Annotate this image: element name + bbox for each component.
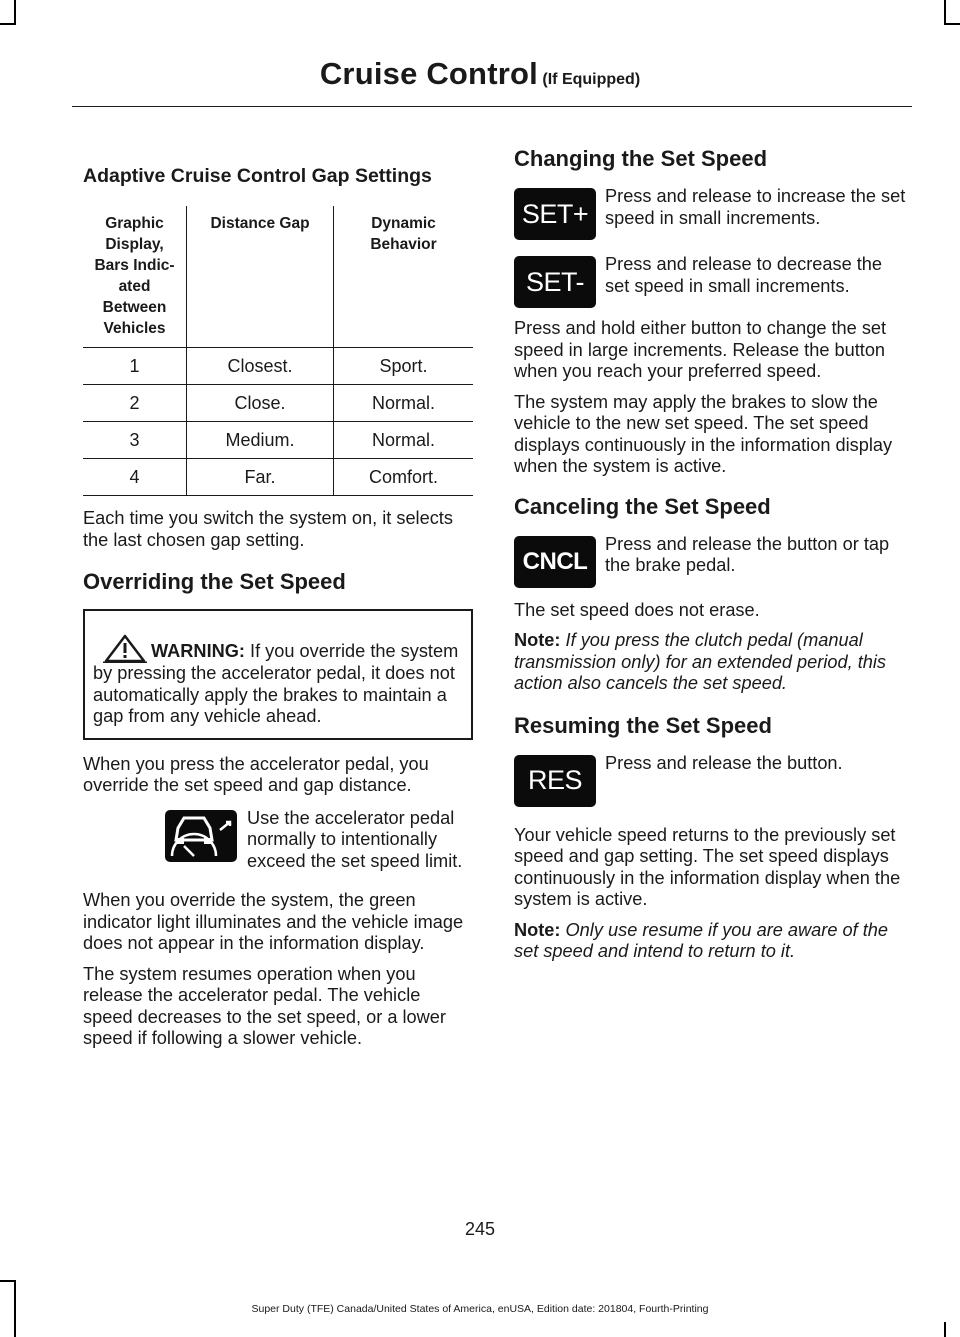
note-text: If you press the clutch pedal (manual transmission only) for an extended period, this action also cancels the set speed. [514, 630, 887, 693]
cruise-override-icon [165, 810, 237, 862]
crop-mark [0, 23, 16, 25]
left-column [83, 140, 473, 1050]
resume-text: Press and release the button. [605, 752, 843, 773]
gap-setting-note: Each time you switch the system on, it selects the last chosen gap setting. [83, 508, 453, 550]
right-column [514, 140, 906, 963]
note-text: Only use resume if you are aware of the set speed and intend to return to it. [514, 919, 889, 961]
override-paragraph: When you press the accelerator pedal, you override the set speed and gap distance. [83, 753, 429, 795]
note-label: Note: [514, 919, 561, 940]
chapter-title: Cruise Control [319, 56, 538, 91]
set-plus-label: SET+ [521, 198, 589, 229]
note-label: Note: [514, 630, 561, 650]
gap-settings-title: Adaptive Cruise Control Gap Settings [83, 165, 432, 187]
chapter-title-suffix: (If Equipped) [542, 71, 641, 88]
warning-box [83, 609, 473, 740]
footer: Super Duty (TFE) Canada/United States of America, enUSA, Edition date: 201804, Fourth-Printing [251, 1303, 709, 1315]
table-cell: 2 [83, 385, 187, 422]
table-header-row [83, 206, 473, 348]
table-cell: 3 [83, 422, 187, 459]
page-header [0, 56, 960, 92]
clutch-note [514, 630, 906, 695]
cancel-label: CNCL [522, 547, 588, 575]
car-speedometer-icon [168, 814, 234, 858]
cancel-button-icon [514, 536, 596, 588]
resume-label: RES [527, 765, 583, 795]
page-number: 245 [464, 1219, 496, 1239]
crop-mark [944, 0, 946, 23]
gap-settings-table [83, 206, 473, 496]
column-header: Graphic Display, Bars Indic-ated Between Vehicles [83, 206, 187, 348]
accelerator-text: Use the accelerator pedal normally to intentionally exceed the set speed limit. [247, 807, 463, 871]
table-cell: Close. [187, 385, 334, 422]
resume-note [514, 920, 906, 963]
table-cell: Medium. [187, 422, 334, 459]
table-cell: 1 [83, 348, 187, 385]
header-rule [72, 106, 912, 107]
hold-button-paragraph: Press and hold either button to change the set speed in large increments. Release the button when you reach your preferred speed. [514, 318, 887, 381]
warning-label: WARNING: [151, 641, 245, 661]
crop-mark [944, 23, 960, 25]
set-plus-text: Press and release to increase the set speed in small increments. [605, 186, 906, 228]
table-row [83, 422, 473, 459]
warning-text: If you override the system by pressing the accelerator pedal, it does not automatically apply the brakes to maintain a gap from any vehicle ahead. [93, 641, 459, 726]
column-header: Dynamic Behavior [334, 206, 474, 348]
table-cell: Normal. [334, 385, 474, 422]
column-header: Distance Gap [187, 206, 334, 348]
accelerator-icon-row [83, 808, 473, 873]
warning-triangle-icon [103, 633, 147, 663]
crop-mark [944, 1322, 946, 1337]
table-row [83, 385, 473, 422]
resume-button-icon [514, 755, 596, 807]
changing-title: Changing the Set Speed [514, 146, 768, 171]
resume-paragraph: Your vehicle speed returns to the previously set speed and gap setting. The set speed displays continuously in the information display when the system is active. [514, 824, 901, 909]
table-cell: Comfort. [334, 459, 474, 496]
override-indicator-paragraph: When you override the system, the green indicator light illuminates and the vehicle image does not appear in the information display. [83, 890, 464, 953]
set-minus-row [514, 254, 906, 308]
table-cell: Sport. [334, 348, 474, 385]
resume-row [514, 753, 906, 807]
warning-paragraph [93, 633, 463, 728]
resuming-title: Resuming the Set Speed [514, 712, 772, 738]
cancel-text: Press and release the button or tap the brake pedal. [605, 533, 890, 575]
table-row [83, 459, 473, 496]
crop-mark [0, 1280, 16, 1282]
table-cell: Normal. [334, 422, 474, 459]
crop-mark [14, 0, 16, 23]
no-erase-paragraph: The set speed does not erase. [514, 599, 760, 620]
table-row [83, 348, 473, 385]
table-cell: Far. [187, 459, 334, 496]
set-minus-label: SET- [525, 266, 584, 297]
set-plus-row [514, 186, 906, 240]
canceling-title: Canceling the Set Speed [514, 493, 771, 519]
set-plus-button-icon [514, 188, 596, 240]
overriding-title: Overriding the Set Speed [83, 569, 346, 594]
cancel-row [514, 534, 906, 588]
resume-operation-paragraph: The system resumes operation when you release the accelerator pedal. The vehicle speed decreases to the set speed, or a lower speed if following a slower vehicle. [83, 963, 446, 1048]
table-cell: Closest. [187, 348, 334, 385]
table-cell: 4 [83, 459, 187, 496]
brakes-paragraph: The system may apply the brakes to slow the vehicle to the new set speed. The set speed displays continuously in the information display when the system is active. [514, 391, 893, 476]
set-minus-button-icon [514, 256, 596, 308]
set-minus-text: Press and release to decrease the set speed in small increments. [605, 254, 883, 296]
